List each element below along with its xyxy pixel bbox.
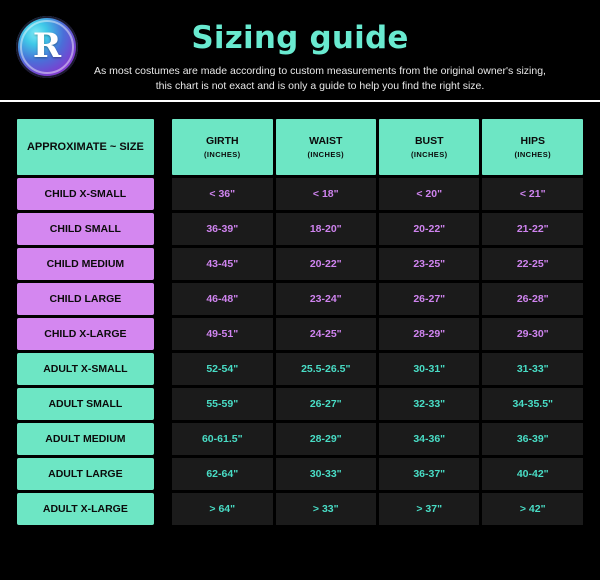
cell-girth: < 36" bbox=[172, 178, 272, 210]
row-label: ADULT LARGE bbox=[17, 458, 154, 490]
cell-bust: 36-37" bbox=[379, 458, 479, 490]
cell-waist: 24-25" bbox=[276, 318, 376, 350]
cell-hips: < 21" bbox=[482, 178, 583, 210]
table-row bbox=[17, 318, 583, 350]
sizing-table bbox=[14, 116, 586, 528]
page-title: Sizing guide bbox=[191, 20, 409, 56]
cell-girth: 52-54" bbox=[172, 353, 272, 385]
row-label: CHILD MEDIUM bbox=[17, 248, 154, 280]
column-header-girth-unit: (INCHES) bbox=[204, 149, 241, 159]
cell-waist: 20-22" bbox=[276, 248, 376, 280]
table-row bbox=[17, 178, 583, 210]
cell-hips: 36-39" bbox=[482, 423, 583, 455]
row-spacer bbox=[157, 318, 169, 350]
cell-waist: < 18" bbox=[276, 178, 376, 210]
cell-bust: 30-31" bbox=[379, 353, 479, 385]
column-header-bust bbox=[379, 119, 479, 175]
cell-bust: 26-27" bbox=[379, 283, 479, 315]
column-header-waist bbox=[276, 119, 376, 175]
table-row bbox=[17, 458, 583, 490]
cell-waist: > 33" bbox=[276, 493, 376, 525]
row-label: ADULT SMALL bbox=[17, 388, 154, 420]
row-label: CHILD LARGE bbox=[17, 283, 154, 315]
cell-hips: 29-30" bbox=[482, 318, 583, 350]
cell-girth: 43-45" bbox=[172, 248, 272, 280]
cell-waist: 28-29" bbox=[276, 423, 376, 455]
cell-hips: 34-35.5" bbox=[482, 388, 583, 420]
table-row bbox=[17, 353, 583, 385]
cell-hips: 26-28" bbox=[482, 283, 583, 315]
cell-bust: < 20" bbox=[379, 178, 479, 210]
cell-waist: 26-27" bbox=[276, 388, 376, 420]
cell-bust: 20-22" bbox=[379, 213, 479, 245]
cell-hips: 21-22" bbox=[482, 213, 583, 245]
row-label: ADULT MEDIUM bbox=[17, 423, 154, 455]
row-spacer bbox=[157, 493, 169, 525]
cell-waist: 30-33" bbox=[276, 458, 376, 490]
row-spacer bbox=[157, 213, 169, 245]
row-label: CHILD X-SMALL bbox=[17, 178, 154, 210]
cell-girth: 46-48" bbox=[172, 283, 272, 315]
header-spacer bbox=[157, 119, 169, 175]
table-body bbox=[17, 178, 583, 525]
column-header-bust-unit: (INCHES) bbox=[410, 149, 448, 159]
cell-hips: 22-25" bbox=[482, 248, 583, 280]
cell-bust: 28-29" bbox=[379, 318, 479, 350]
cell-girth: 55-59" bbox=[172, 388, 272, 420]
cell-waist: 18-20" bbox=[276, 213, 376, 245]
row-spacer bbox=[157, 423, 169, 455]
page-header bbox=[0, 0, 600, 100]
column-header-bust-name: BUST bbox=[414, 134, 444, 147]
row-spacer bbox=[157, 353, 169, 385]
cell-girth: > 64" bbox=[172, 493, 272, 525]
column-header-girth bbox=[172, 119, 272, 175]
cell-girth: 62-64" bbox=[172, 458, 272, 490]
table-row bbox=[17, 493, 583, 525]
cell-waist: 25.5-26.5" bbox=[276, 353, 376, 385]
table-row bbox=[17, 423, 583, 455]
row-spacer bbox=[157, 283, 169, 315]
column-header-girth-name: GIRTH bbox=[205, 134, 239, 147]
cell-hips: 31-33" bbox=[482, 353, 583, 385]
row-spacer bbox=[157, 248, 169, 280]
table-header-row bbox=[17, 119, 583, 175]
row-label: CHILD X-LARGE bbox=[17, 318, 154, 350]
cell-bust: 23-25" bbox=[379, 248, 479, 280]
table-corner-header: APPROXIMATE ~ SIZE bbox=[17, 119, 154, 175]
column-header-waist-unit: (INCHES) bbox=[307, 149, 345, 159]
column-header-hips bbox=[482, 119, 583, 175]
brand-logo-icon bbox=[16, 16, 78, 78]
cell-girth: 36-39" bbox=[172, 213, 272, 245]
column-header-hips-name: HIPS bbox=[520, 134, 545, 147]
row-spacer bbox=[157, 178, 169, 210]
column-header-hips-unit: (INCHES) bbox=[514, 149, 552, 159]
row-spacer bbox=[157, 458, 169, 490]
sizing-table-wrap bbox=[0, 102, 600, 544]
table-row bbox=[17, 388, 583, 420]
table-row bbox=[17, 248, 583, 280]
cell-bust: 34-36" bbox=[379, 423, 479, 455]
row-label: CHILD SMALL bbox=[17, 213, 154, 245]
logo-letter: R bbox=[32, 26, 62, 66]
cell-waist: 23-24" bbox=[276, 283, 376, 315]
row-spacer bbox=[157, 388, 169, 420]
row-label: ADULT X-SMALL bbox=[17, 353, 154, 385]
row-label: ADULT X-LARGE bbox=[17, 493, 154, 525]
cell-hips: 40-42" bbox=[482, 458, 583, 490]
column-header-waist-name: WAIST bbox=[309, 134, 343, 147]
cell-girth: 60-61.5" bbox=[172, 423, 272, 455]
table-head bbox=[17, 119, 583, 175]
cell-girth: 49-51" bbox=[172, 318, 272, 350]
table-row bbox=[17, 213, 583, 245]
cell-hips: > 42" bbox=[482, 493, 583, 525]
cell-bust: 32-33" bbox=[379, 388, 479, 420]
cell-bust: > 37" bbox=[379, 493, 479, 525]
page-subtitle: As most costumes are made according to custom measurements from the original owner's sizing, this chart is not exact and is only a guide to help you find the right size. bbox=[94, 65, 546, 93]
table-row bbox=[17, 283, 583, 315]
